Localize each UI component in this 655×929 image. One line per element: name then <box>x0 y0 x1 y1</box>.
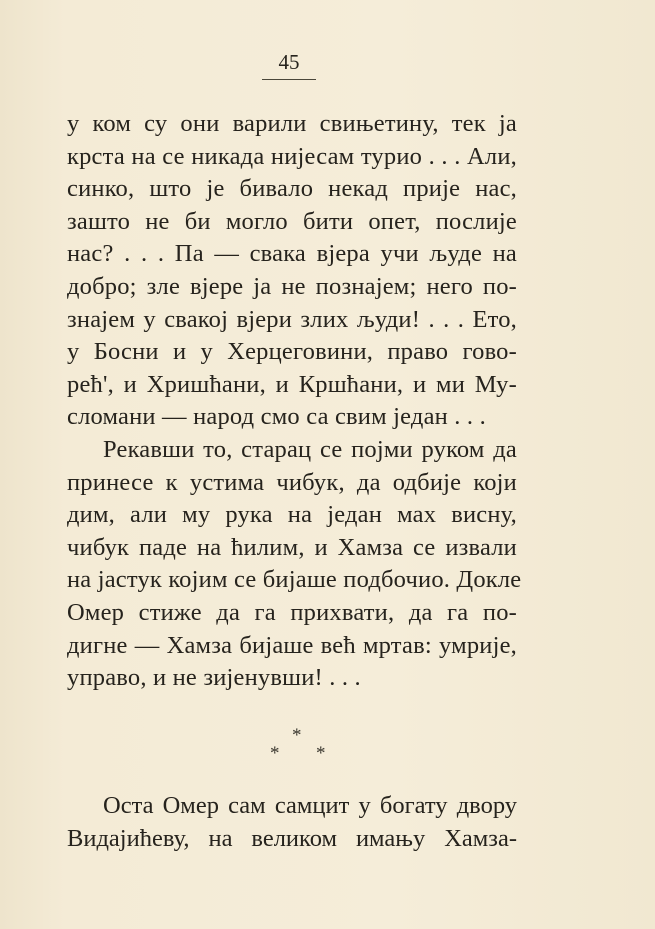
text-line: Рекавши то, старац се појми руком да <box>103 435 517 463</box>
paragraph-2 <box>67 434 522 695</box>
asterisk-icon: * <box>292 725 302 746</box>
text-line: у ком су они варили свињетину, тек ја <box>67 110 517 137</box>
text-line: Омер стиже да га прихвати, да га по- <box>67 598 517 626</box>
text-line: принесе к устима чибук, да одбије који <box>67 468 517 496</box>
text-line: синко, што је бивало некад прије нас, <box>67 175 517 203</box>
text-line: управо, и не зијенувши! . . . <box>67 664 361 692</box>
page-number: 45 <box>262 50 316 80</box>
main-text <box>67 108 522 695</box>
paragraph-1 <box>67 108 517 434</box>
text-line: добро; зле вјере ја не познајем; него по- <box>67 272 517 300</box>
asterisk-icon: * <box>270 743 280 764</box>
text-line: Видајићеву, на великом имању Хамза- <box>67 824 517 852</box>
text-line: крста на се никада нијесам турио . . . Али, <box>67 142 517 170</box>
text-line: нас? . . . Па — свака вјера учи људе на <box>67 240 517 268</box>
text-line: у Босни и у Херцеговини, право гово- <box>67 338 517 366</box>
text-line: чибук паде на ћилим, и Хамза се извали <box>67 533 517 561</box>
section-separator <box>262 726 334 770</box>
text-line: рећ', и Хришћани, и Кршћани, и ми Му- <box>67 370 517 398</box>
asterisk-icon: * <box>316 743 326 764</box>
text-line: знајем у свакој вјери злих људи! . . . Ето, <box>67 305 517 333</box>
text-line: дим, али му рука на један мах висну, <box>67 501 517 529</box>
paragraph-3 <box>67 790 517 855</box>
text-line: дигне — Хамза бијаше већ мртав: умрије, <box>67 631 517 659</box>
text-line: сломани — народ смо са свим један . . . <box>67 403 486 431</box>
text-line: Оста Омер сам самцит у богату двору <box>103 792 517 819</box>
text-line: на јастук којим се бијаше подбочио. Докле <box>67 566 522 594</box>
text-line: зашто не би могло бити опет, послије <box>67 207 517 235</box>
